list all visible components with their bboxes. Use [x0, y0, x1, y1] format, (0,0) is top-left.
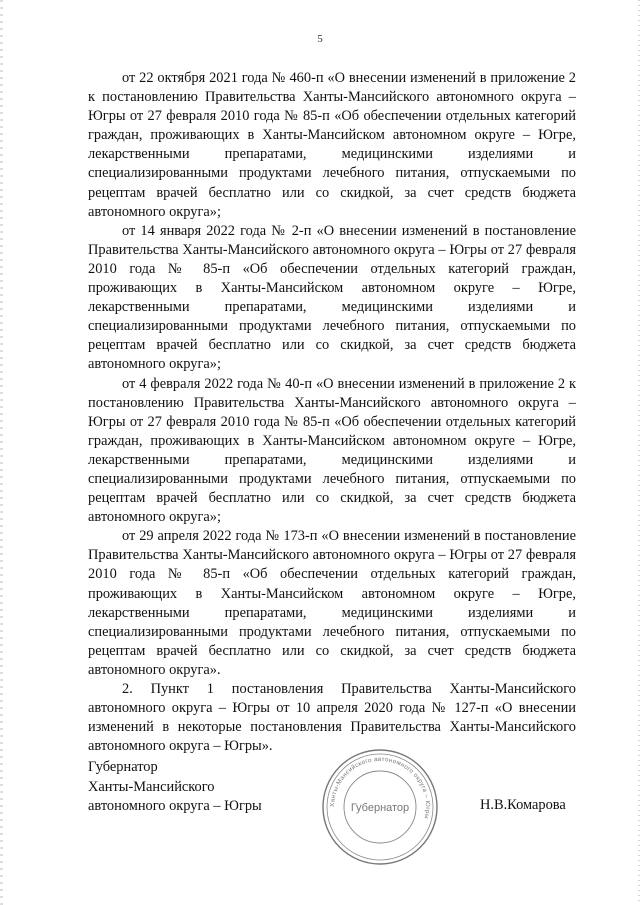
paragraph-amendment-173p: от 29 апреля 2022 года № 173-п «О внесении изменений в постановление Правительства Ханты-Мансийского автономного округа – Югры от 27 февраля 2010 года № 85-п «Об обеспечении отдельных категорий граждан, проживающих в Ханты-Мансийском автономном округе – Югре, лекарственными препаратами, медицинскими изделиями и специализированными продуктами лечебного питания, отпускаемыми по рецептам врачей бесплатно или со скидкой, за счет средств бюджета автономного округа». — [88, 528, 576, 678]
signer-title-line3: автономного округа – Югры — [88, 798, 262, 814]
document-body — [88, 69, 576, 756]
seal-center-text: Губернатор — [350, 802, 410, 814]
scan-edge-left — [0, 0, 3, 905]
paragraph-amendment-460p: от 22 октября 2021 года № 460-п «О внесении изменений в приложение 2 к постановлению Правительства Ханты-Мансийского автономного округа – Югры от 27 февраля 2010 года № 85-п «Об обеспечении отдельных категорий граждан, проживающих в Ханты-Мансийском автономном округе – Югре, лекарственными препаратами, медицинскими изделиями и специализированными продуктами лечебного питания, отпускаемыми по рецептам врачей бесплатно или со скидкой, за счет средств бюджета автономного округа»; — [88, 70, 576, 220]
signer-name: Н.В.Комарова — [480, 797, 566, 813]
seal-ring-text: Ханты-Мансийского автономного округа – Югры — [328, 755, 432, 820]
paragraph-amendment-2p: от 14 января 2022 года № 2-п «О внесении изменений в постановление Правительства Ханты-Мансийского автономного округа – Югры от 27 февраля 2010 года № 85-п «Об обеспечении отдельных категорий граждан, проживающих в Ханты-Мансийском автономном округе – Югре, лекарственными препаратами, медицинскими изделиями и специализированными продуктами лечебного питания, отпускаемыми по рецептам врачей бесплатно или со скидкой, за счет средств бюджета автономного округа»; — [88, 222, 576, 373]
paragraph-point-2: 2. Пункт 1 постановления Правительства Ханты-Мансийского автономного округа – Югры от 10 апреля 2020 года № 127-п «О внесении изменений в некоторые постановления Правительства Ханты-Мансийского автономного округа – Югры». — [88, 681, 576, 755]
official-seal-stamp — [320, 747, 440, 867]
signer-title-line2: Ханты-Мансийского — [88, 778, 215, 795]
page-number: 5 — [317, 33, 323, 45]
signature-block — [88, 758, 262, 817]
paragraph-amendment-40p: от 4 февраля 2022 года № 40-п «О внесении изменений в приложение 2 к постановлению Правительства Ханты-Мансийского автономного округа – Югры от 27 февраля 2010 года № 85-п «Об обеспечении отдельных категорий граждан, проживающих в Ханты-Мансийском автономном округе – Югре, лекарственными препаратами, медицинскими изделиями и специализированными продуктами лечебного питания, отпускаемыми по рецептам врачей бесплатно или со скидкой, за счет средств бюджета автономного округа»; — [88, 375, 576, 526]
signer-title-line1: Губернатор — [88, 759, 158, 775]
